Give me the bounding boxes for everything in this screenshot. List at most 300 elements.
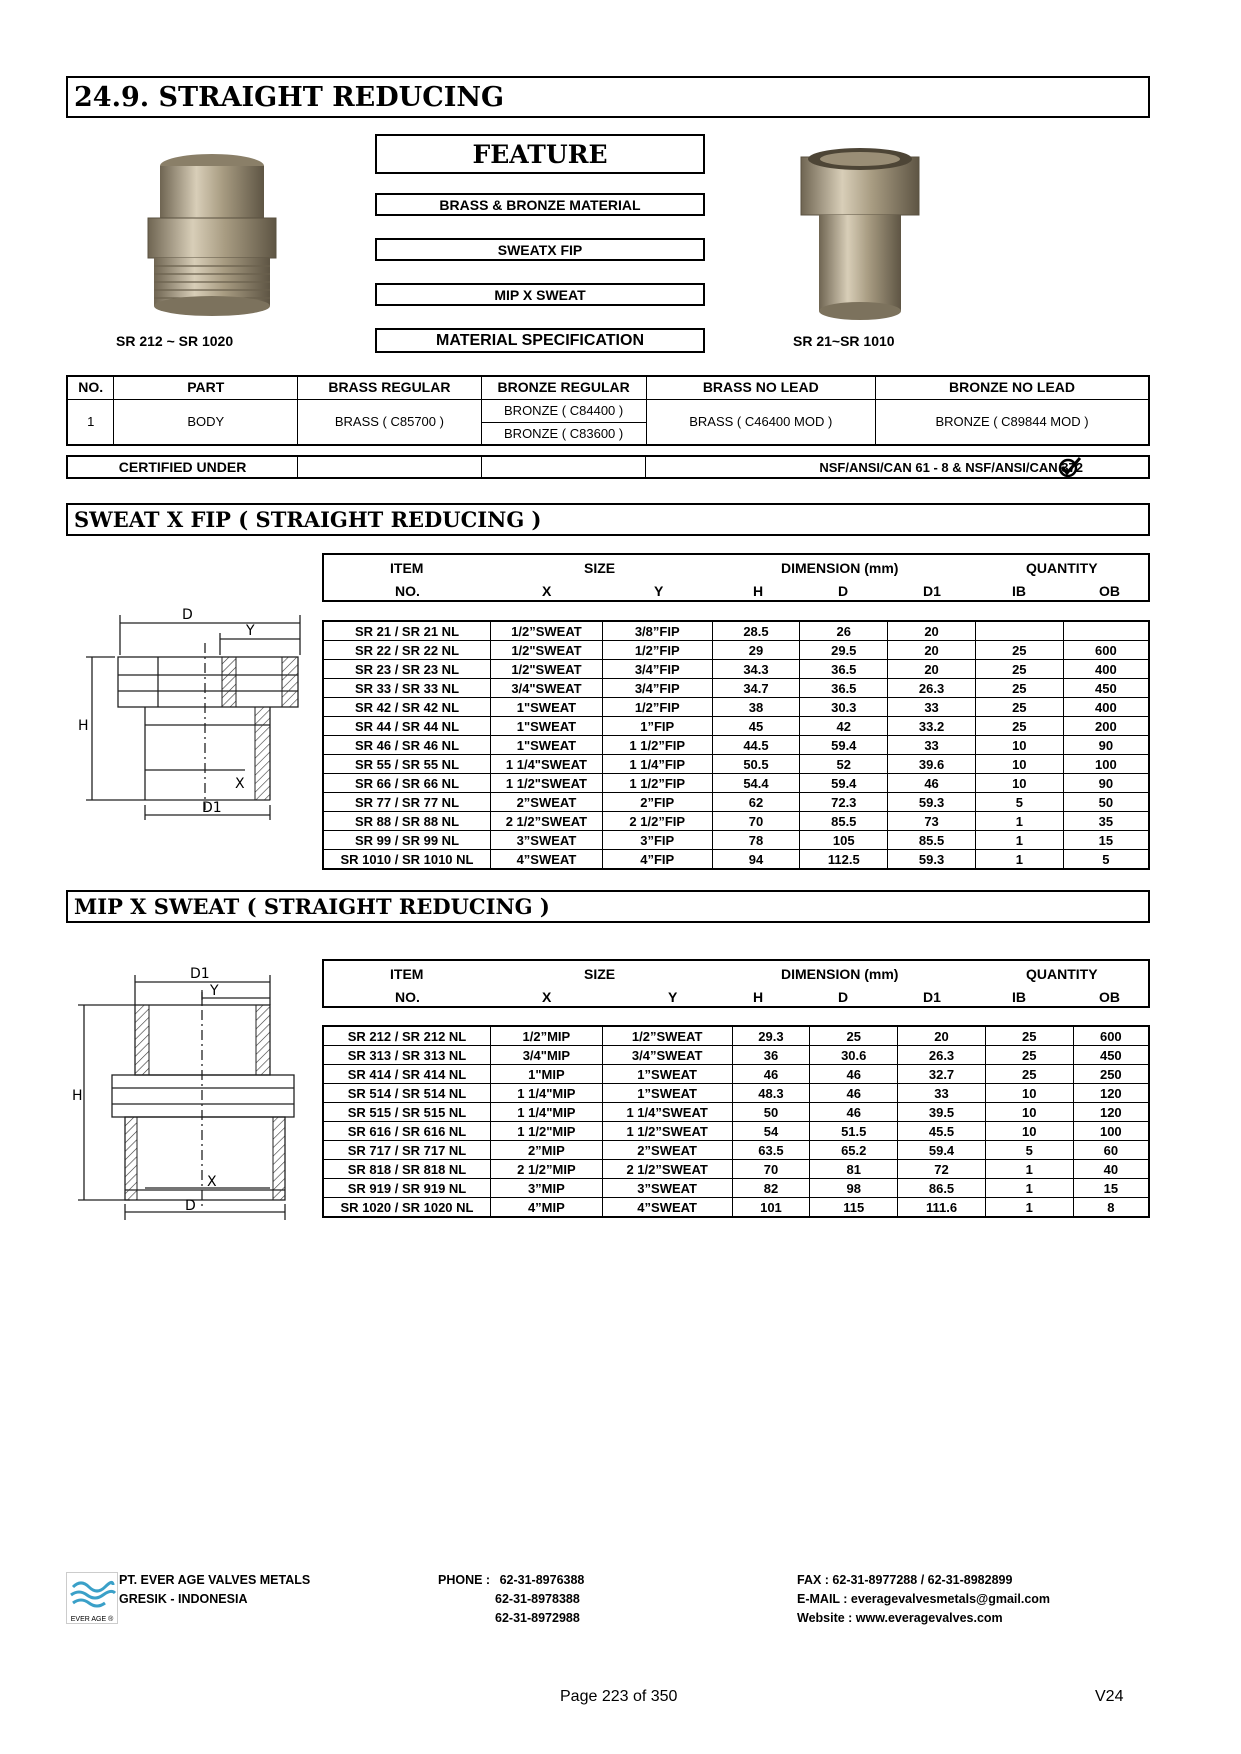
cell-d1: 73 [888,812,976,831]
cell-d: 105 [800,831,888,850]
feature-item-sweat-fip [375,238,705,261]
cell-y: 2 1/2”SWEAT [602,1160,732,1179]
cell-x: 3”MIP [491,1179,603,1198]
cell-item: SR 22 / SR 22 NL [323,641,491,660]
page-number: Page 223 of 350 [560,1688,678,1705]
footer-phone [438,1571,584,1628]
section2-table-header [322,959,1150,1008]
drawing1-label-h: H [78,718,89,734]
mip-sweat-drawing [70,960,315,1222]
cell-ob: 5 [1063,850,1149,870]
cell-ob: 600 [1063,641,1149,660]
cell-ob: 90 [1063,774,1149,793]
fax: FAX : 62-31-8977288 / 62-31-8982899 [797,1573,1013,1587]
phone-1: 62-31-8976388 [499,1573,585,1587]
hdr-ib: IB [1012,583,1026,599]
cell-ib: 10 [975,755,1063,774]
material-spec-heading [375,328,705,353]
cell-h: 34.7 [712,679,800,698]
cell-ob: 120 [1073,1084,1149,1103]
cell-x: 2 1/2”SWEAT [491,812,603,831]
hdr-size: SIZE [584,966,616,982]
cell-d: 36.5 [800,660,888,679]
cell-x: 3/4"MIP [491,1046,603,1065]
cell-h: 34.3 [712,660,800,679]
cell-h: 50.5 [712,755,800,774]
cell-d: 59.4 [800,736,888,755]
cell-ob: 450 [1063,679,1149,698]
cell-ib: 1 [975,812,1063,831]
cell-y: 1/2”FIP [602,641,712,660]
cell-y: 3/8”FIP [602,621,712,641]
cell-item: SR 919 / SR 919 NL [323,1179,491,1198]
cell-item: SR 42 / SR 42 NL [323,698,491,717]
cell-d: 30.6 [810,1046,898,1065]
cell-h: 78 [712,831,800,850]
cell-item: SR 515 / SR 515 NL [323,1103,491,1122]
cell-ib: 10 [975,774,1063,793]
cell-y: 2”SWEAT [602,1141,732,1160]
cell-ib [975,621,1063,641]
hdr-dimension: DIMENSION (mm) [781,966,899,982]
cell-h: 54 [732,1122,810,1141]
section1-table-header [322,553,1150,602]
cell-brass-no-lead: BRASS ( C46400 MOD ) [646,399,876,445]
cell-d1: 39.6 [888,755,976,774]
hdr-ob: OB [1099,583,1120,599]
table-row [323,1065,1149,1084]
cell-ib: 10 [985,1122,1073,1141]
table-row [323,1084,1149,1103]
table-row [323,1160,1149,1179]
cell-x: 1"MIP [491,1065,603,1084]
footer-contact [797,1571,1050,1628]
company-location: GRESIK - INDONESIA [119,1592,248,1606]
section2-title-text: MIP X SWEAT ( STRAIGHT REDUCING ) [74,894,550,919]
cell-ib: 25 [975,717,1063,736]
cell-h: 46 [732,1065,810,1084]
cell-item: SR 717 / SR 717 NL [323,1141,491,1160]
cell-y: 1 1/2”FIP [602,774,712,793]
cell-d: 46 [810,1103,898,1122]
cell-x: 1 1/4"MIP [491,1084,603,1103]
cell-d1: 26.3 [898,1046,986,1065]
cell-y: 1 1/4”FIP [602,755,712,774]
cell-y: 1/2”FIP [602,698,712,717]
cell-x: 1/2"SWEAT [491,660,603,679]
drawing2-label-d1: D1 [190,966,210,982]
cell-y: 1/2”SWEAT [602,1026,732,1046]
phone-label: PHONE : [438,1573,491,1587]
cell-ob: 100 [1073,1122,1149,1141]
cell-d1: 72 [898,1160,986,1179]
cell-ib: 25 [985,1026,1073,1046]
cell-x: 3/4"SWEAT [491,679,603,698]
feature-heading-text: FEATURE [472,139,608,169]
certified-label: CERTIFIED UNDER [67,456,298,478]
table-row [323,1141,1149,1160]
cell-y: 4”FIP [602,850,712,870]
cell-ib: 5 [985,1141,1073,1160]
cell-ib: 1 [985,1198,1073,1218]
cell-d: 46 [810,1084,898,1103]
hdr-d1: D1 [923,989,941,1005]
cell-ib: 5 [975,793,1063,812]
cell-x: 4”MIP [491,1198,603,1218]
cell-h: 50 [732,1103,810,1122]
cell-d1: 26.3 [888,679,976,698]
cell-item: SR 212 / SR 212 NL [323,1026,491,1046]
table-row [323,1103,1149,1122]
cell-d: 26 [800,621,888,641]
cell-item: SR 66 / SR 66 NL [323,774,491,793]
col-bronze-no-lead: BRONZE NO LEAD [876,376,1149,399]
cell-item: SR 55 / SR 55 NL [323,755,491,774]
table-row [323,755,1149,774]
cell-d: 42 [800,717,888,736]
phone-3: 62-31-8972988 [495,1611,580,1625]
cell-d: 29.5 [800,641,888,660]
drawing1-label-d1: D1 [202,800,222,816]
cell-h: 38 [712,698,800,717]
hdr-y: Y [654,583,664,599]
cell-d1: 33 [888,736,976,755]
table-row [323,679,1149,698]
hdr-h: H [753,583,764,599]
cell-brass-regular: BRASS ( C85700 ) [298,399,482,445]
table-row [323,641,1149,660]
cell-h: 28.5 [712,621,800,641]
cell-d: 59.4 [800,774,888,793]
cell-y: 3”SWEAT [602,1179,732,1198]
cell-ob: 600 [1073,1026,1149,1046]
table-row [323,1179,1149,1198]
hdr-quantity: QUANTITY [1026,560,1098,576]
cell-item: SR 44 / SR 44 NL [323,717,491,736]
cell-h: 48.3 [732,1084,810,1103]
hdr-ob: OB [1099,989,1120,1005]
feature-heading [375,134,705,174]
table-row [323,660,1149,679]
cell-item: SR 514 / SR 514 NL [323,1084,491,1103]
hdr-y: Y [668,989,678,1005]
version-label: V24 [1095,1688,1124,1705]
cell-d1: 20 [888,641,976,660]
hdr-d1: D1 [923,583,941,599]
cell-y: 2”FIP [602,793,712,812]
feature-item-mip-sweat [375,283,705,306]
cell-d1: 20 [898,1026,986,1046]
cell-d: 72.3 [800,793,888,812]
hdr-dimension: DIMENSION (mm) [781,560,899,576]
cell-d: 98 [810,1179,898,1198]
cell-ib: 25 [985,1046,1073,1065]
table-row [323,1026,1149,1046]
cell-ob: 100 [1063,755,1149,774]
cell-part: BODY [114,399,298,445]
cell-x: 2”MIP [491,1141,603,1160]
logo-text: EVER AGE ® [70,1616,114,1623]
hdr-item: ITEM [390,966,424,982]
cell-bronze-regular-1: BRONZE ( C84400 ) [481,399,646,422]
table-row [323,812,1149,831]
cell-item: SR 99 / SR 99 NL [323,831,491,850]
cell-ob: 90 [1063,736,1149,755]
feature-item-text: BRASS & BRONZE MATERIAL [439,196,641,213]
cell-h: 54.4 [712,774,800,793]
cell-y: 2 1/2”FIP [602,812,712,831]
drawing2-label-x: X [207,1174,217,1190]
hdr-d: D [838,989,849,1005]
col-brass-no-lead: BRASS NO LEAD [646,376,876,399]
material-spec-text: MATERIAL SPECIFICATION [436,331,644,349]
cell-h: 101 [732,1198,810,1218]
cell-ob: 250 [1073,1065,1149,1084]
cell-item: SR 1010 / SR 1010 NL [323,850,491,870]
section1-data-table [322,620,1150,870]
cell-x: 1"SWEAT [491,698,603,717]
drawing2-label-h: H [72,1088,83,1104]
material-table [66,375,1150,446]
drawing1-label-y: Y [246,623,255,639]
page-title [66,76,1150,118]
cell-x: 1/2”SWEAT [491,621,603,641]
cell-ob: 450 [1073,1046,1149,1065]
website-link[interactable]: Website : www.everagevalves.com [797,1611,1003,1625]
cell-y: 3/4”SWEAT [602,1046,732,1065]
cell-ob: 120 [1073,1103,1149,1122]
section1-title [66,503,1150,536]
cell-d1: 32.7 [898,1065,986,1084]
cell-x: 1 1/4"MIP [491,1103,603,1122]
cell-ib: 25 [975,641,1063,660]
drawing2-label-d: D [185,1198,196,1214]
table-row [323,717,1149,736]
certified-value: NSF/ANSI/CAN 61 - 8 & NSF/ANSI/CAN 372 [819,459,1083,475]
cell-ib: 10 [985,1084,1073,1103]
cell-d: 85.5 [800,812,888,831]
cell-d1: 59.4 [898,1141,986,1160]
cell-d: 52 [800,755,888,774]
cell-item: SR 23 / SR 23 NL [323,660,491,679]
drawing1-label-x: X [235,776,245,792]
certified-empty-1 [298,456,482,478]
hdr-no: NO. [395,583,420,599]
cell-ob: 400 [1063,698,1149,717]
cell-h: 70 [712,812,800,831]
cell-d1: 33 [898,1084,986,1103]
cell-h: 36 [732,1046,810,1065]
cell-item: SR 21 / SR 21 NL [323,621,491,641]
phone-2: 62-31-8978388 [495,1592,580,1606]
cell-d: 30.3 [800,698,888,717]
certified-table [66,455,1150,479]
cell-x: 2 1/2”MIP [491,1160,603,1179]
cell-d: 46 [810,1065,898,1084]
cell-ob: 60 [1073,1141,1149,1160]
cell-x: 3”SWEAT [491,831,603,850]
page-title-text: 24.9. STRAIGHT REDUCING [74,81,505,113]
cell-ob: 50 [1063,793,1149,812]
cell-d: 25 [810,1026,898,1046]
company-logo [66,1572,118,1624]
cell-h: 62 [712,793,800,812]
cell-item: SR 1020 / SR 1020 NL [323,1198,491,1218]
col-brass-regular: BRASS REGULAR [298,376,482,399]
cell-bronze-no-lead: BRONZE ( C89844 MOD ) [876,399,1149,445]
cell-x: 1 1/2"SWEAT [491,774,603,793]
hdr-ib: IB [1012,989,1026,1005]
cell-ib: 1 [985,1179,1073,1198]
cell-ib: 10 [985,1103,1073,1122]
cell-h: 82 [732,1179,810,1198]
hdr-x: X [542,989,552,1005]
table-row [323,774,1149,793]
cell-d: 81 [810,1160,898,1179]
certified-check-icon [1058,456,1082,478]
hdr-size: SIZE [584,560,616,576]
hdr-x: X [542,583,552,599]
cell-no: 1 [67,399,114,445]
email-link[interactable]: E-MAIL : everagevalvesmetals@gmail.com [797,1592,1051,1606]
feature-item-material [375,193,705,216]
hdr-no: NO. [395,989,420,1005]
sweat-fip-drawing [70,595,315,820]
feature-item-text: SWEATX FIP [497,241,583,258]
section1-title-text: SWEAT X FIP ( STRAIGHT REDUCING ) [74,507,542,532]
cell-y: 1”FIP [602,717,712,736]
cell-d1: 85.5 [888,831,976,850]
cell-ib: 1 [975,850,1063,870]
cell-y: 3”FIP [602,831,712,850]
table-row [323,736,1149,755]
cell-h: 70 [732,1160,810,1179]
cell-ib: 25 [975,679,1063,698]
cell-d: 36.5 [800,679,888,698]
cell-ib: 25 [985,1065,1073,1084]
cell-item: SR 33 / SR 33 NL [323,679,491,698]
hdr-h: H [753,989,764,1005]
cell-item: SR 313 / SR 313 NL [323,1046,491,1065]
cell-ob: 15 [1073,1179,1149,1198]
cell-ib: 1 [985,1160,1073,1179]
cell-x: 1 1/4"SWEAT [491,755,603,774]
cell-ob: 400 [1063,660,1149,679]
cell-item: SR 46 / SR 46 NL [323,736,491,755]
cell-ob: 35 [1063,812,1149,831]
cell-h: 94 [712,850,800,870]
cell-x: 1/2"SWEAT [491,641,603,660]
cell-d1: 59.3 [888,850,976,870]
cell-ob: 8 [1073,1198,1149,1218]
cell-item: SR 77 / SR 77 NL [323,793,491,812]
cell-y: 1”SWEAT [602,1065,732,1084]
cell-x: 1/2”MIP [491,1026,603,1046]
col-part: PART [114,376,298,399]
cell-h: 44.5 [712,736,800,755]
table-row [323,831,1149,850]
cell-item: SR 616 / SR 616 NL [323,1122,491,1141]
cell-d1: 39.5 [898,1103,986,1122]
cell-ib: 10 [975,736,1063,755]
col-bronze-regular: BRONZE REGULAR [481,376,646,399]
cell-x: 2”SWEAT [491,793,603,812]
cell-x: 4”SWEAT [491,850,603,870]
section2-title [66,890,1150,923]
cell-y: 3/4”FIP [602,679,712,698]
cell-h: 45 [712,717,800,736]
drawing1-label-d: D [182,607,193,623]
wave-logo-icon [67,1573,117,1611]
col-no: NO. [67,376,114,399]
cell-x: 1"SWEAT [491,736,603,755]
hdr-item: ITEM [390,560,424,576]
cell-h: 29 [712,641,800,660]
section2-data-table [322,1025,1150,1218]
cell-d1: 45.5 [898,1122,986,1141]
cell-y: 3/4”FIP [602,660,712,679]
cell-item: SR 414 / SR 414 NL [323,1065,491,1084]
table-row [323,793,1149,812]
cell-item: SR 88 / SR 88 NL [323,812,491,831]
cell-x: 1 1/2"MIP [491,1122,603,1141]
cell-ob: 40 [1073,1160,1149,1179]
cell-d1: 20 [888,660,976,679]
footer-company [119,1571,310,1609]
cell-ib: 25 [975,660,1063,679]
left-caption: SR 212 ~ SR 1020 [116,333,234,349]
certified-empty-2 [481,456,646,478]
cell-x: 1"SWEAT [491,717,603,736]
cell-d1: 33.2 [888,717,976,736]
drawing2-label-y: Y [210,983,219,999]
sr212-product-photo [140,150,285,320]
cell-d: 51.5 [810,1122,898,1141]
cell-ob [1063,621,1149,641]
cell-ib: 25 [975,698,1063,717]
right-caption: SR 21~SR 1010 [793,333,895,349]
table-row [323,1122,1149,1141]
cell-y: 1 1/4”SWEAT [602,1103,732,1122]
company-name: PT. EVER AGE VALVES METALS [119,1573,311,1587]
cell-ob: 200 [1063,717,1149,736]
cell-h: 63.5 [732,1141,810,1160]
cell-ob: 15 [1063,831,1149,850]
hdr-quantity: QUANTITY [1026,966,1098,982]
cell-y: 1 1/2”FIP [602,736,712,755]
hdr-d: D [838,583,849,599]
cell-y: 1”SWEAT [602,1084,732,1103]
cell-bronze-regular-2: BRONZE ( C83600 ) [481,422,646,445]
cell-d1: 46 [888,774,976,793]
cell-y: 1 1/2”SWEAT [602,1122,732,1141]
table-row [323,850,1149,870]
cell-d: 65.2 [810,1141,898,1160]
cell-d1: 86.5 [898,1179,986,1198]
table-row [323,1198,1149,1218]
cell-d1: 111.6 [898,1198,986,1218]
cell-ib: 1 [975,831,1063,850]
table-row [323,1046,1149,1065]
sr21-product-photo [795,145,925,325]
cell-d1: 20 [888,621,976,641]
cell-h: 29.3 [732,1026,810,1046]
cell-d: 115 [810,1198,898,1218]
cell-d1: 33 [888,698,976,717]
cell-item: SR 818 / SR 818 NL [323,1160,491,1179]
cell-d: 112.5 [800,850,888,870]
table-row [323,698,1149,717]
